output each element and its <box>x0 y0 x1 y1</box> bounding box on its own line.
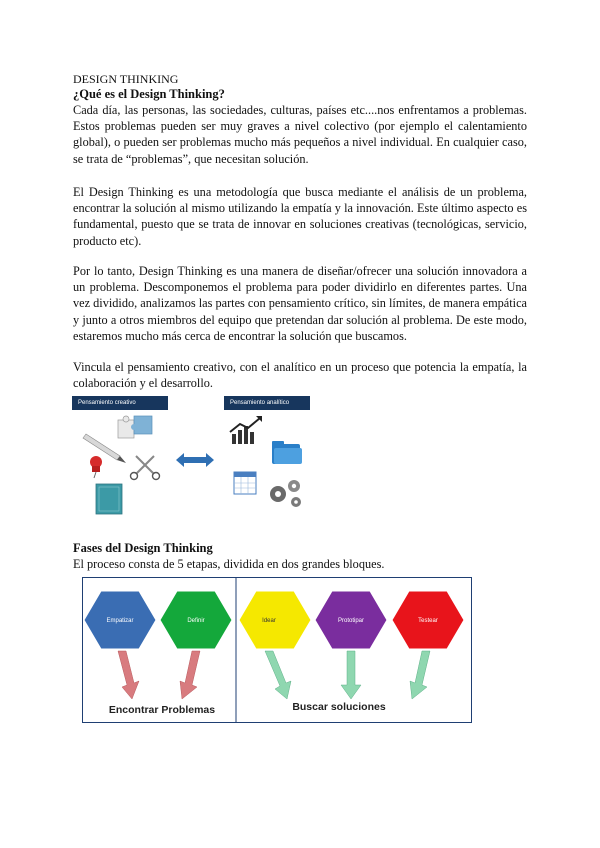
thinking-figure <box>72 396 312 521</box>
paragraph-5: El proceso consta de 5 etapas, dividida en dos grandes bloques. <box>73 557 385 571</box>
document-title: DESIGN THINKING <box>73 72 179 86</box>
calendar-icon <box>234 472 256 494</box>
folder-icon <box>272 441 302 464</box>
paragraph-1: Cada día, las personas, las sociedades, culturas, países etc....nos enfrentamos a problemas. Estos problemas pueden ser muy graves a nivel colectivo (por ejemplo el calentamiento global), o pueden ser problemas mucho más pequeños a nivel individual. En cualquier caso, se trata de “problemas”, que necesitan solución. <box>73 103 527 166</box>
heading-what-is: ¿Qué es el Design Thinking? <box>73 87 225 101</box>
stage-label-definir: Definir <box>187 618 205 624</box>
notebook-icon <box>96 484 122 514</box>
puzzle-icon <box>118 416 152 438</box>
creative-thinking-label: Pensamiento creativo <box>72 396 168 410</box>
block-find-solutions-label: Buscar soluciones <box>292 701 386 713</box>
paragraph-4: Vincula el pensamiento creativo, con el analítico en un proceso que potencia la empatía, la colaboración y el desarrollo. <box>73 360 527 391</box>
gears-icon <box>270 480 301 507</box>
scissors-icon <box>131 456 160 480</box>
phases-diagram <box>82 577 472 723</box>
pencil-icon <box>83 434 126 463</box>
push-pin-icon <box>90 456 102 478</box>
paragraph-2: El Design Thinking es una metodología que busca mediante el análisis de un problema, encontrar la solución al mismo utilizando la empatía y la innovación. Este último aspecto es fundamental, puesto que se trata de innovar en soluciones creativas (tecnológicas, servicio, producto etc). <box>73 185 527 248</box>
heading-phases: Fases del Design Thinking <box>73 541 213 555</box>
chart-icon <box>230 416 262 444</box>
double-arrow-icon <box>176 453 214 467</box>
stage-label-prototipar: Prototipar <box>337 618 365 624</box>
stage-label-empatizar: Empatizar <box>106 618 134 624</box>
paragraph-3: Por lo tanto, Design Thinking es una manera de diseñar/ofrecer una solución innovadora a un problema. Descomponemos el problema para poder dividirlo en diferentes partes. Una vez dividido, analizamos las partes con pensamiento crítico, sin límites, de manera empática y junto a otros miembros del equipo que pretendan dar solución al problema. De este modo, estaremos mucho más cerca de encontrar la solución que buscamos. <box>73 264 527 343</box>
stage-label-idear: Idear <box>262 618 276 624</box>
stage-label-testear: Testear <box>418 618 438 624</box>
block-find-problems-label: Encontrar Problemas <box>108 704 216 716</box>
analytic-thinking-label: Pensamiento analítico <box>224 396 310 410</box>
